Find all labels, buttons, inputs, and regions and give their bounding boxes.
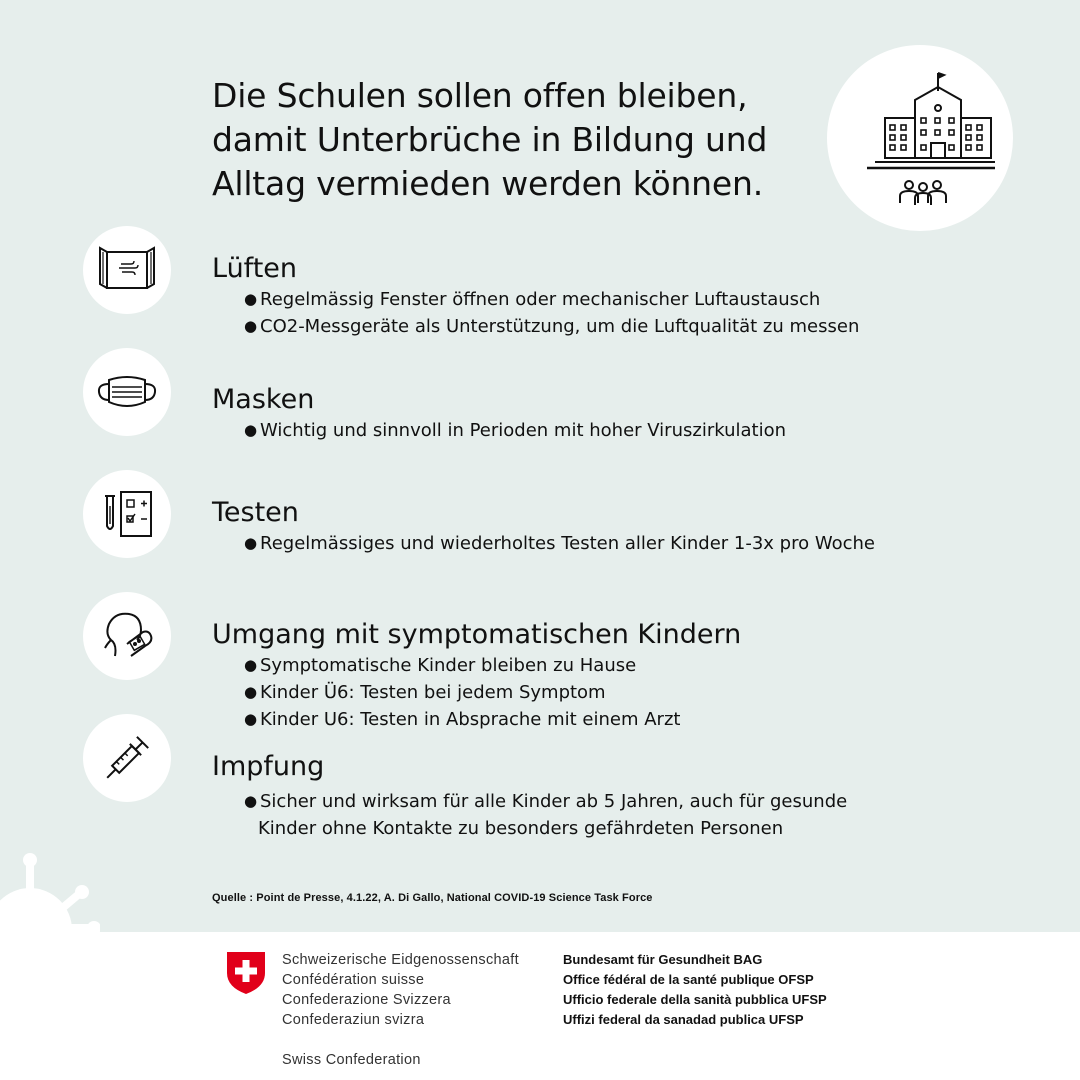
section-impfung bbox=[212, 750, 1012, 842]
headline-line: Alltag vermieden werden können. bbox=[212, 164, 763, 203]
window-ventilation-icon bbox=[97, 240, 157, 300]
list-item: ● Kinder U6: Testen in Absprache mit einem Arzt bbox=[244, 706, 1012, 733]
bullet-list bbox=[244, 530, 1012, 557]
list-item: ● Symptomatische Kinder bleiben zu Hause bbox=[244, 652, 1012, 679]
list-item-text: Kinder ohne Kontakte zu besonders gefährdeten Personen bbox=[258, 818, 784, 839]
section-lueften bbox=[212, 252, 1012, 340]
section-title: Impfung bbox=[212, 751, 325, 782]
list-item: ● Wichtig und sinnvoll in Perioden mit hoher Viruszirkulation bbox=[244, 417, 1012, 444]
bullet-list bbox=[244, 286, 1012, 340]
bullet-list bbox=[244, 788, 1012, 842]
window-icon-circle bbox=[83, 226, 171, 314]
virus-decoration-icon bbox=[0, 850, 100, 932]
section-umgang bbox=[212, 618, 1012, 733]
list-item bbox=[244, 788, 1012, 842]
office-line: Bundesamt für Gesundheit BAG bbox=[563, 952, 763, 967]
page-title bbox=[212, 74, 812, 206]
section-testen bbox=[212, 496, 1012, 557]
list-item: ● CO2-Messgeräte als Unterstützung, um die Luftqualität zu messen bbox=[244, 313, 1012, 340]
headline-line: Die Schulen sollen offen bleiben, bbox=[212, 76, 748, 115]
section-title: Testen bbox=[212, 497, 299, 528]
confederation-line: Schweizerische Eidgenossenschaft bbox=[282, 952, 519, 968]
face-mask-icon bbox=[95, 360, 159, 424]
test-tube-icon bbox=[95, 482, 159, 546]
office-names bbox=[563, 950, 827, 1030]
list-item: ● Regelmässig Fenster öffnen oder mechanischer Luftaustausch bbox=[244, 286, 1012, 313]
office-line: Uffizi federal da sanadad publica UFSP bbox=[563, 1012, 804, 1027]
section-title: Masken bbox=[212, 384, 315, 415]
swiss-flag-icon bbox=[226, 951, 266, 995]
office-line: Office fédéral de la santé publique OFSP bbox=[563, 972, 814, 987]
bullet-list bbox=[244, 652, 1012, 733]
office-line: Ufficio federale della sanità pubblica UFSP bbox=[563, 992, 827, 1007]
section-title: Lüften bbox=[212, 253, 298, 284]
confederation-names bbox=[282, 950, 519, 1070]
headline-line: damit Unterbrüche in Bildung und bbox=[212, 120, 768, 159]
symptom-icon-circle bbox=[83, 592, 171, 680]
syringe-icon bbox=[97, 728, 157, 788]
list-item: ● Regelmässiges und wiederholtes Testen aller Kinder 1-3x pro Woche bbox=[244, 530, 1012, 557]
bullet-list bbox=[244, 417, 1012, 444]
confederation-line: Confederaziun svizra bbox=[282, 1012, 425, 1028]
test-icon-circle bbox=[83, 470, 171, 558]
confederation-line: Confédération suisse bbox=[282, 972, 425, 988]
swiss-confederation: Swiss Confederation bbox=[282, 1052, 421, 1068]
list-item: ● Kinder Ü6: Testen bei jedem Symptom bbox=[244, 679, 1012, 706]
list-item-text: Sicher und wirksam für alle Kinder ab 5 Jahren, auch für gesunde bbox=[260, 791, 848, 812]
coughing-person-icon bbox=[95, 604, 159, 668]
school-icon-circle bbox=[827, 45, 1013, 231]
section-title: Umgang mit symptomatischen Kindern bbox=[212, 619, 742, 650]
section-masken bbox=[212, 383, 1012, 444]
footer bbox=[0, 932, 1080, 1080]
confederation-line: Confederazione Svizzera bbox=[282, 992, 451, 1008]
source-note: Quelle : Point de Presse, 4.1.22, A. Di Gallo, National COVID-19 Science Task Force bbox=[212, 892, 653, 904]
vaccine-icon-circle bbox=[83, 714, 171, 802]
school-building-icon bbox=[845, 63, 995, 213]
mask-icon-circle bbox=[83, 348, 171, 436]
